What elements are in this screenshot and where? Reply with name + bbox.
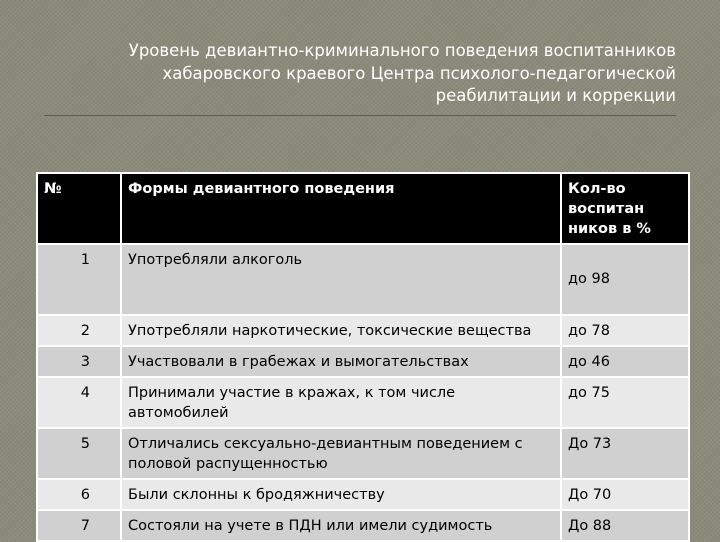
row-value: До 70 <box>561 479 689 510</box>
row-number: 5 <box>37 428 121 479</box>
row-value: До 73 <box>561 428 689 479</box>
row-form: Принимали участие в кражах, к том числе автомобилей <box>121 377 561 428</box>
row-number: 1 <box>37 244 121 315</box>
title-line-2: хабаровского краевого Центра психолого-педагогической <box>162 63 676 83</box>
row-form: Употребляли наркотические, токсические вещества <box>121 315 561 346</box>
row-number: 2 <box>37 315 121 346</box>
slide-title <box>36 40 676 108</box>
row-form: Употребляли алкоголь <box>121 244 561 315</box>
row-number: 4 <box>37 377 121 428</box>
header-number: № <box>37 173 121 244</box>
row-value: до 98 <box>561 244 689 315</box>
table-row <box>37 479 689 510</box>
table-row <box>37 428 689 479</box>
row-number: 7 <box>37 510 121 541</box>
title-divider <box>44 115 676 116</box>
row-form: Состояли на учете в ПДН или имели судимость <box>121 510 561 541</box>
header-form: Формы девиантного поведения <box>121 173 561 244</box>
table-row <box>37 346 689 377</box>
row-form: Отличались сексуально-девиантным поведением с половой распущенностью <box>121 428 561 479</box>
deviant-behavior-table <box>36 172 690 542</box>
table-header-row <box>37 173 689 244</box>
header-percent: Кол-во воспитан ников в % <box>561 173 689 244</box>
table-row <box>37 244 689 315</box>
row-number: 3 <box>37 346 121 377</box>
row-value: до 78 <box>561 315 689 346</box>
table-row <box>37 510 689 541</box>
row-number: 6 <box>37 479 121 510</box>
title-line-1: Уровень девиантно-криминального поведения воспитанников <box>128 41 676 60</box>
table-row <box>37 315 689 346</box>
title-line-3: реабилитации и коррекции <box>435 86 676 105</box>
row-form: Участвовали в грабежах и вымогательствах <box>121 346 561 377</box>
row-value: до 46 <box>561 346 689 377</box>
table-row <box>37 377 689 428</box>
row-value: до 75 <box>561 377 689 428</box>
row-form: Были склонны к бродяжничеству <box>121 479 561 510</box>
row-value: До 88 <box>561 510 689 541</box>
